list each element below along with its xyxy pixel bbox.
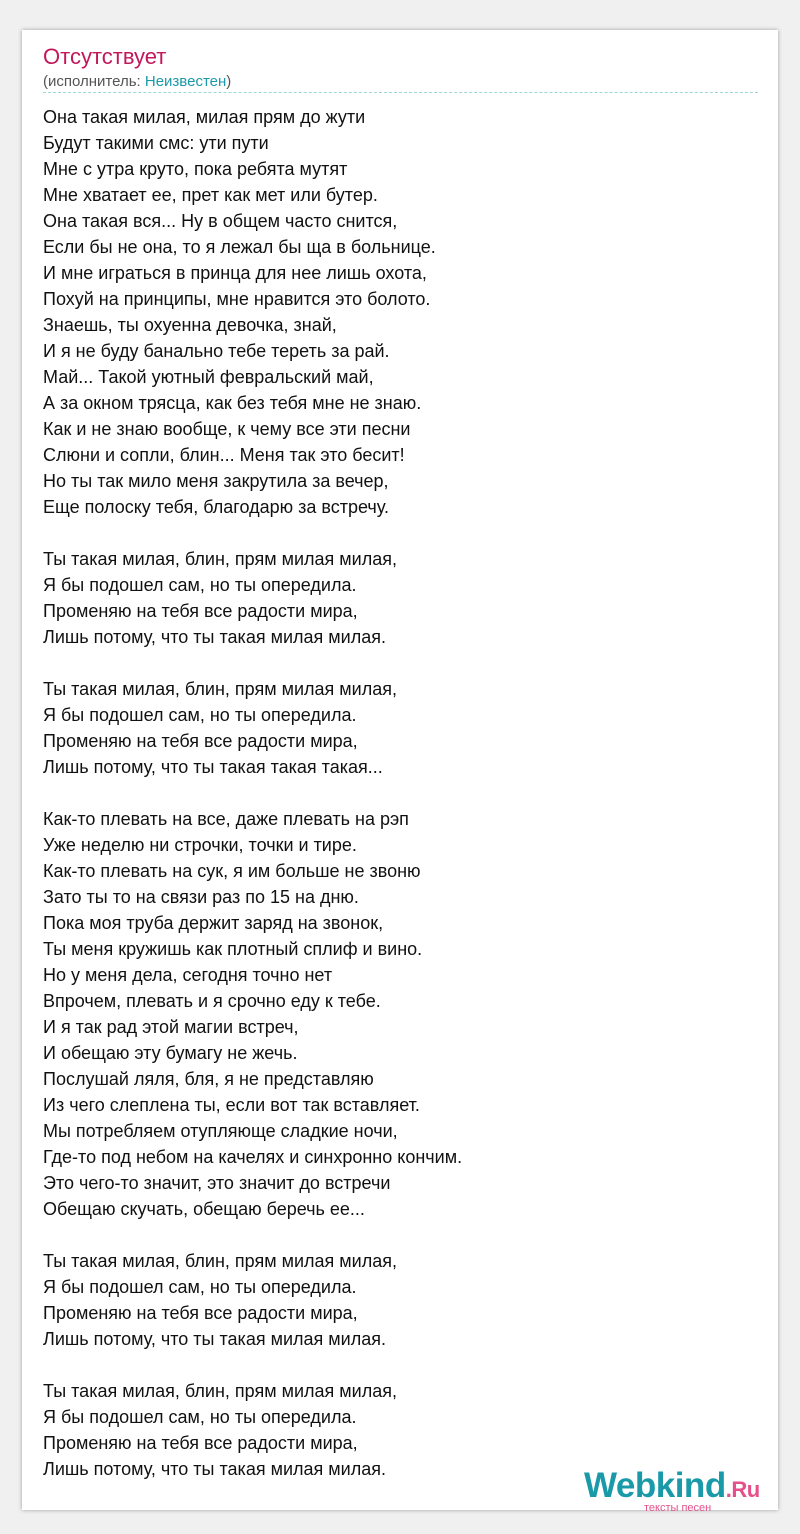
logo-main-text: Webkind [584, 1466, 726, 1505]
lyric-line: Это чего-то значит, это значит до встречи [43, 1173, 391, 1193]
lyric-line: Впрочем, плевать и я срочно еду к тебе. [43, 991, 381, 1011]
lyric-line: Слюни и сопли, блин... Меня так это бесит! [43, 445, 405, 465]
stanza-gap [43, 650, 758, 676]
lyric-line: И обещаю эту бумагу не жечь. [43, 1043, 298, 1063]
lyric-line: Ты такая милая, блин, прям милая милая, [43, 549, 397, 569]
lyric-line: Ты такая милая, блин, прям милая милая, [43, 1251, 397, 1271]
lyrics-text [43, 104, 758, 1482]
lyric-line: Я бы подошел сам, но ты опередила. [43, 575, 357, 595]
lyric-line: Мы потребляем отупляюще сладкие ночи, [43, 1121, 398, 1141]
lyric-line: Как и не знаю вообще, к чему все эти песни [43, 419, 411, 439]
stanza-gap [43, 1352, 758, 1378]
lyric-line: Променяю на тебя все радости мира, [43, 1303, 358, 1323]
lyric-line: Похуй на принципы, мне нравится это болото. [43, 289, 431, 309]
logo-tagline: тексты песен [644, 1502, 712, 1514]
lyric-line: Ты меня кружишь как плотный сплиф и вино. [43, 939, 423, 959]
artist-link[interactable]: Неизвестен [144, 73, 227, 90]
lyric-line: Зато ты то на связи раз по 15 на дню. [43, 887, 359, 907]
lyric-line: Променяю на тебя все радости мира, [43, 1433, 358, 1453]
lyric-line: Май... Такой уютный февральский май, [43, 367, 374, 387]
lyric-line: Я бы подошел сам, но ты опередила. [43, 1407, 357, 1427]
lyric-line: Ты такая милая, блин, прям милая милая, [43, 679, 397, 699]
lyric-line: Как-то плевать на сук, я им больше не звоню [43, 861, 421, 881]
webkind-logo[interactable] [584, 1468, 779, 1513]
lyric-line: И я не буду банально тебе тереть за рай. [43, 341, 390, 361]
lyric-line: Лишь потому, что ты такая милая милая. [43, 1459, 386, 1479]
lyric-line: Где-то под небом на качелях и синхронно кончим. [43, 1147, 463, 1167]
lyric-line: Лишь потому, что ты такая милая милая. [43, 1329, 386, 1349]
lyric-line: Я бы подошел сам, но ты опередила. [43, 705, 357, 725]
lyric-line: Еще полоску тебя, благодарю за встречу. [43, 497, 389, 517]
lyric-line: Мне с утра круто, пока ребята мутят [43, 159, 348, 179]
stanza-gap [43, 780, 758, 806]
lyric-line: Из чего слеплена ты, если вот так вставляет. [43, 1095, 420, 1115]
lyric-line: Обещаю скучать, обещаю беречь ее... [43, 1199, 365, 1219]
lyric-line: Променяю на тебя все радости мира, [43, 601, 358, 621]
lyric-line: Мне хватает ее, прет как мет или бутер. [43, 185, 378, 205]
lyric-line: Пока моя труба держит заряд на звонок, [43, 913, 384, 933]
dashed-divider [43, 92, 758, 93]
lyric-line: И мне играться в принца для нее лишь охота, [43, 263, 427, 283]
song-title: Отсутствует [43, 44, 167, 69]
artist-line [43, 72, 231, 92]
lyric-line: Променяю на тебя все радости мира, [43, 731, 358, 751]
lyric-line: Но ты так мило меня закрутила за вечер, [43, 471, 389, 491]
lyric-line: Ты такая милая, блин, прям милая милая, [43, 1381, 397, 1401]
lyric-line: Послушай ляля, бля, я не представляю [43, 1069, 374, 1089]
lyric-line: И я так рад этой магии встреч, [43, 1017, 299, 1037]
stanza-gap [43, 520, 758, 546]
lyric-line: Она такая милая, милая прям до жути [43, 107, 366, 127]
artist-suffix: ) [226, 73, 232, 90]
lyric-line: Но у меня дела, сегодня точно нет [43, 965, 333, 985]
lyric-line: Она такая вся... Ну в общем часто снится, [43, 211, 398, 231]
lyric-line: Уже неделю ни строчки, точки и тире. [43, 835, 357, 855]
lyric-line: Будут такими смс: ути пути [43, 133, 269, 153]
lyric-line: Если бы не она, то я лежал бы ща в больнице. [43, 237, 436, 257]
stanza-gap [43, 1222, 758, 1248]
lyric-line: А за окном трясца, как без тебя мне не знаю. [43, 393, 422, 413]
logo-domain: .Ru [725, 1477, 760, 1502]
lyric-line: Я бы подошел сам, но ты опередила. [43, 1277, 357, 1297]
lyric-line: Лишь потому, что ты такая такая такая... [43, 757, 383, 777]
lyric-line: Лишь потому, что ты такая милая милая. [43, 627, 386, 647]
artist-prefix: (исполнитель: [43, 73, 145, 90]
lyric-line: Знаешь, ты охуенна девочка, знай, [43, 315, 337, 335]
lyric-line: Как-то плевать на все, даже плевать на рэп [43, 809, 409, 829]
